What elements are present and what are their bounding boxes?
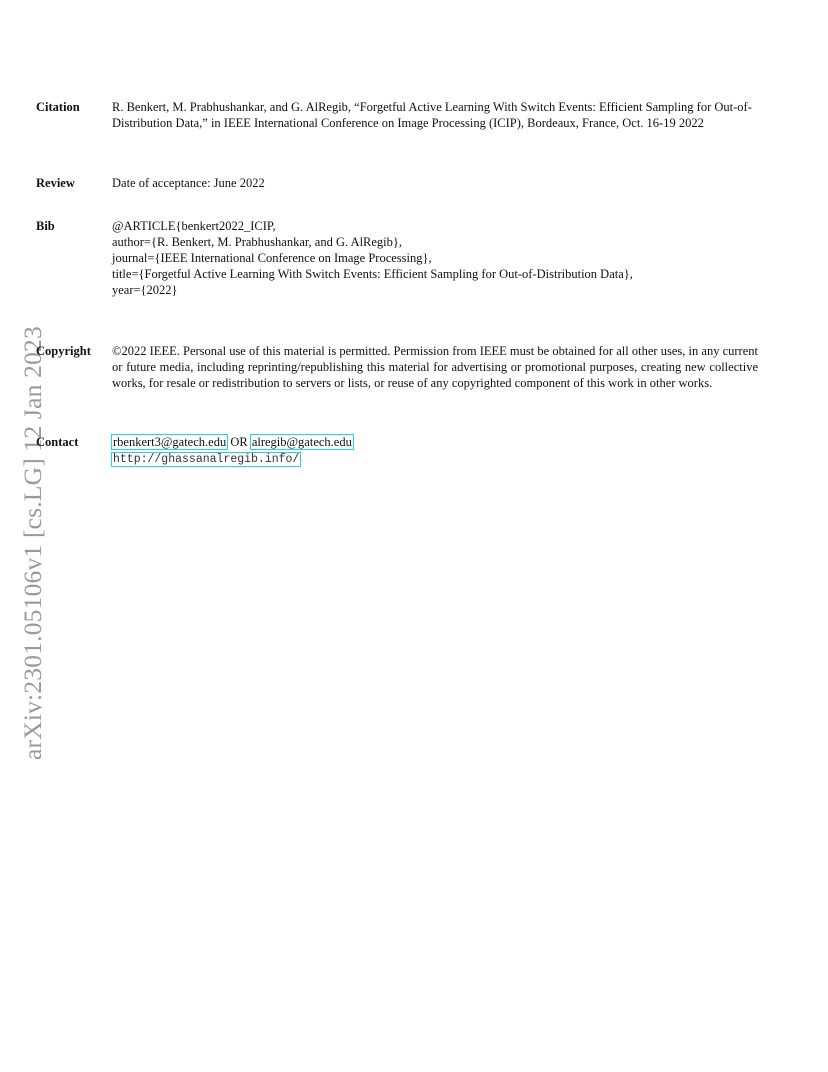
contact-label: Contact [36, 435, 79, 449]
bib-line: year={2022} [112, 283, 178, 297]
bib-entry [112, 218, 758, 298]
citation-text: R. Benkert, M. Prabhushankar, and G. AlRegib, “Forgetful Active Learning With Switch Events: Efficient Sampling for Out-of-Distribution Data,” in IEEE International Conference on Image Processing (ICIP), Bordeaux, France, Oct. 16-19 2022 [112, 100, 752, 130]
review-text: Date of acceptance: June 2022 [112, 176, 265, 190]
contact-details [112, 434, 758, 468]
bib-line: author={R. Benkert, M. Prabhushankar, and G. AlRegib}, [112, 235, 403, 249]
bib-line: @ARTICLE{benkert2022_ICIP, [112, 219, 276, 233]
bib-line: title={Forgetful Active Learning With Switch Events: Efficient Sampling for Out-of-Distribution Data}, [112, 267, 633, 281]
copyright-paragraph: ©2022 IEEE. Personal use of this material is permitted. Permission from IEEE must be obtained for all other uses, in any current or future media, including reprinting/republishing this material for advertising or promotional purposes, creating new collective works, for resale or redistribution to servers or lists, or reuse of any copyrighted component of this work in other works. [112, 344, 758, 390]
review-label: Review [36, 176, 75, 190]
copyright-label: Copyright [36, 344, 91, 358]
website-link[interactable]: http://ghassanalregib.info/ [113, 453, 300, 466]
bib-line: journal={IEEE International Conference on Image Processing}, [112, 251, 432, 265]
email-link-benkert[interactable]: rbenkert3@gatech.edu [113, 435, 227, 449]
copyright-text [112, 343, 758, 391]
arxiv-identifier-stamp: arXiv:2301.05106v1 [cs.LG] 12 Jan 2023 [18, 326, 47, 760]
email-link-alregib[interactable]: alregib@gatech.edu [251, 435, 352, 449]
contact-separator: OR [230, 435, 248, 449]
bib-label: Bib [36, 219, 55, 233]
citation-label: Citation [36, 100, 80, 114]
